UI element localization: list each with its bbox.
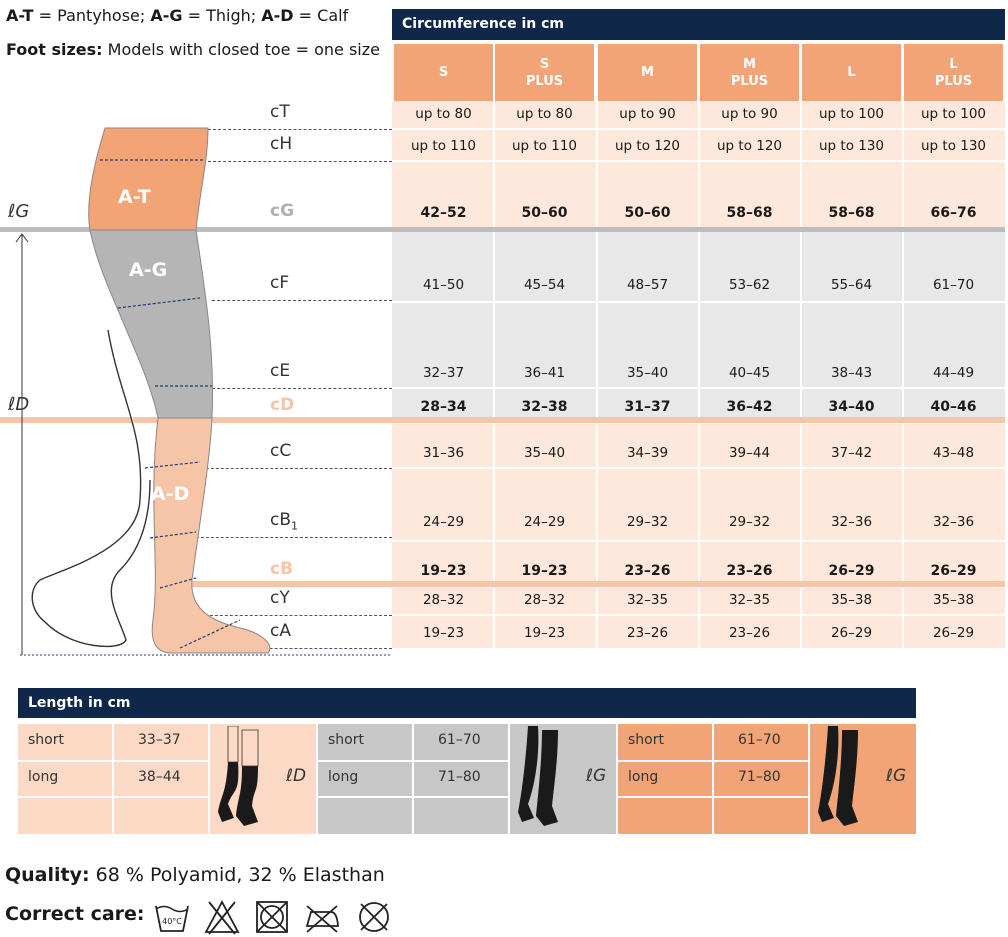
table-cell: 58–68 bbox=[828, 205, 875, 221]
table-cell: 43–48 bbox=[932, 445, 975, 461]
no-tumble-dry-icon bbox=[253, 898, 291, 936]
table-cell: 35–38 bbox=[932, 592, 975, 608]
wash-temp-text: 40°C bbox=[162, 917, 182, 926]
row-separator bbox=[392, 467, 1005, 469]
legend-text-ag: = Thigh; bbox=[182, 6, 262, 25]
zone-ad-label: A-D bbox=[151, 483, 190, 505]
table-cell: 28–34 bbox=[420, 399, 467, 415]
table-cell: 28–32 bbox=[523, 592, 566, 608]
length-long-label: long bbox=[628, 769, 659, 785]
table-cell: 40–45 bbox=[728, 365, 771, 381]
table-cell: 28–32 bbox=[422, 592, 465, 608]
circumference-title: Circumference in cm bbox=[402, 16, 564, 32]
table-cell: 19–23 bbox=[422, 625, 465, 641]
table-cell: 26–29 bbox=[828, 563, 875, 579]
table-cell: up to 130 bbox=[920, 138, 987, 154]
length-short-label: short bbox=[628, 732, 664, 748]
row-separator bbox=[392, 540, 1005, 542]
foot-sizes-text: Models with closed toe = one size bbox=[102, 40, 380, 59]
length-pictogram-label: ℓD bbox=[286, 766, 307, 786]
table-cell: 23–26 bbox=[624, 563, 671, 579]
column-separator bbox=[596, 44, 598, 648]
table-cell: 50–60 bbox=[521, 205, 568, 221]
zone-at-label: A-T bbox=[118, 186, 151, 208]
length-grid-line bbox=[18, 760, 210, 762]
length-group bbox=[618, 724, 916, 834]
measurement-name: cB bbox=[270, 510, 292, 530]
table-cell: up to 110 bbox=[410, 138, 477, 154]
measurement-name: cF bbox=[270, 273, 290, 293]
length-title: Length in cm bbox=[28, 695, 131, 711]
table-cell: 32–38 bbox=[521, 399, 568, 415]
stocking-pictogram-icon bbox=[514, 726, 584, 832]
table-cell: 58–68 bbox=[726, 205, 773, 221]
length-grid-line bbox=[318, 760, 510, 762]
length-grid-line bbox=[318, 796, 510, 798]
length-header bbox=[18, 688, 916, 718]
row-separator bbox=[392, 387, 1005, 389]
size-header bbox=[802, 44, 901, 101]
size-header bbox=[394, 44, 493, 101]
measurement-name: cB bbox=[270, 559, 294, 579]
table-cell: 24–29 bbox=[523, 514, 566, 530]
measurement-name: cY bbox=[270, 588, 290, 608]
size-plus: PLUS bbox=[525, 73, 564, 89]
table-cell: 19–23 bbox=[420, 563, 467, 579]
legend-zones bbox=[6, 6, 348, 25]
table-cell: up to 80 bbox=[516, 106, 573, 122]
length-grid-line bbox=[618, 760, 810, 762]
length-short-value: 61–70 bbox=[738, 732, 781, 748]
row-separator bbox=[392, 128, 1005, 130]
quality-line bbox=[5, 864, 385, 886]
table-cell: 53–62 bbox=[728, 277, 771, 293]
column-separator bbox=[902, 44, 904, 648]
column-separator bbox=[493, 44, 495, 648]
table-cell: 26–29 bbox=[830, 625, 873, 641]
table-cell: 32–37 bbox=[422, 365, 465, 381]
size-name: M bbox=[743, 56, 756, 72]
quality-text: 68 % Polyamid, 32 % Elasthan bbox=[89, 864, 385, 886]
table-cell: up to 90 bbox=[721, 106, 778, 122]
length-short-label: short bbox=[328, 732, 364, 748]
table-cell: 31–37 bbox=[624, 399, 671, 415]
table-cell: up to 130 bbox=[818, 138, 885, 154]
length-short-value: 33–37 bbox=[138, 732, 181, 748]
length-group bbox=[18, 724, 316, 834]
table-cell: 55–64 bbox=[830, 277, 873, 293]
legend-key-ad: A-D bbox=[261, 6, 294, 25]
length-short-value: 61–70 bbox=[438, 732, 481, 748]
length-long-value: 71–80 bbox=[438, 769, 481, 785]
table-cell: 31–36 bbox=[422, 445, 465, 461]
length-grid-line bbox=[618, 796, 810, 798]
row-separator bbox=[392, 160, 1005, 162]
length-grid-line bbox=[412, 724, 414, 834]
zone-ag-label: A-G bbox=[129, 259, 168, 281]
table-cell: 24–29 bbox=[422, 514, 465, 530]
table-cell: 26–29 bbox=[932, 625, 975, 641]
length-long-label: long bbox=[328, 769, 359, 785]
table-cell: up to 110 bbox=[511, 138, 578, 154]
size-name: S bbox=[539, 56, 550, 72]
quality-label: Quality: bbox=[5, 864, 90, 886]
table-cell: 32–35 bbox=[728, 592, 771, 608]
measurement-name: cE bbox=[270, 361, 291, 381]
length-short-label: short bbox=[28, 732, 64, 748]
measurement-name: cH bbox=[270, 134, 293, 154]
wash-40-icon bbox=[153, 898, 191, 936]
length-grid-line bbox=[508, 724, 510, 834]
measurement-name: cD bbox=[270, 395, 295, 415]
table-cell: 45–54 bbox=[523, 277, 566, 293]
table-cell: 19–23 bbox=[521, 563, 568, 579]
table-cell: 34–39 bbox=[626, 445, 669, 461]
table-cell: up to 120 bbox=[716, 138, 783, 154]
table-cell: 44–49 bbox=[932, 365, 975, 381]
care-label: Correct care: bbox=[5, 903, 145, 925]
measurement-name: cT bbox=[270, 102, 290, 122]
length-grid-line bbox=[112, 724, 114, 834]
table-cell: 34–40 bbox=[828, 399, 875, 415]
table-cell: 23–26 bbox=[626, 625, 669, 641]
stocking-pictogram-icon bbox=[814, 726, 884, 832]
row-separator bbox=[392, 614, 1005, 616]
table-cell: 38–43 bbox=[830, 365, 873, 381]
size-header bbox=[700, 44, 799, 101]
length-pictogram-label: ℓG bbox=[886, 766, 907, 786]
measurement-name: cA bbox=[270, 621, 291, 641]
table-cell: up to 90 bbox=[619, 106, 676, 122]
table-cell: 61–70 bbox=[932, 277, 975, 293]
column-separator bbox=[698, 44, 700, 648]
size-name: L bbox=[949, 56, 958, 72]
foot-sizes-key: Foot sizes: bbox=[6, 40, 103, 59]
table-cell: up to 100 bbox=[920, 106, 987, 122]
size-name: M bbox=[641, 65, 654, 80]
table-cell: 39–44 bbox=[728, 445, 771, 461]
no-ironing-icon bbox=[303, 898, 341, 936]
stocking-pictogram-icon bbox=[214, 726, 284, 832]
table-cell: 50–60 bbox=[624, 205, 671, 221]
table-cell: 29–32 bbox=[728, 514, 771, 530]
length-long-value: 38–44 bbox=[138, 769, 181, 785]
table-cell: 23–26 bbox=[726, 563, 773, 579]
table-cell: 19–23 bbox=[523, 625, 566, 641]
legend-text-ad: = Calf bbox=[293, 6, 349, 25]
legend-key-at: A-T bbox=[6, 6, 34, 25]
length-long-label: long bbox=[28, 769, 59, 785]
measurement-name: cC bbox=[270, 441, 292, 461]
table-cell: 42–52 bbox=[420, 205, 467, 221]
measurement-subscript: 1 bbox=[291, 519, 299, 533]
size-header bbox=[598, 44, 697, 101]
table-cell: 48–57 bbox=[626, 277, 669, 293]
size-plus: PLUS bbox=[730, 73, 769, 89]
length-long-value: 71–80 bbox=[738, 769, 781, 785]
back-leg-outline bbox=[32, 330, 150, 646]
no-dry-clean-icon bbox=[355, 898, 393, 936]
size-header bbox=[495, 44, 594, 101]
size-name: L bbox=[847, 65, 856, 80]
table-cell: 37–42 bbox=[830, 445, 873, 461]
table-cell: 29–32 bbox=[626, 514, 669, 530]
length-group bbox=[318, 724, 616, 834]
legend-text-at: = Pantyhose; bbox=[33, 6, 151, 25]
table-cell: 40–46 bbox=[930, 399, 977, 415]
length-grid-line bbox=[18, 796, 210, 798]
table-cell: 32–36 bbox=[830, 514, 873, 530]
table-cell: 23–26 bbox=[728, 625, 771, 641]
no-bleach-icon bbox=[203, 898, 241, 936]
column-separator bbox=[800, 44, 802, 648]
table-cell: up to 120 bbox=[614, 138, 681, 154]
table-cell: 41–50 bbox=[422, 277, 465, 293]
size-name: S bbox=[438, 65, 449, 80]
row-separator bbox=[392, 301, 1005, 303]
length-d-marker: ℓD bbox=[8, 394, 30, 415]
table-cell: 35–38 bbox=[830, 592, 873, 608]
table-cell: 35–40 bbox=[626, 365, 669, 381]
table-cell: 66–76 bbox=[930, 205, 977, 221]
table-cell: 36–42 bbox=[726, 399, 773, 415]
size-plus: PLUS bbox=[934, 73, 973, 89]
length-grid-line bbox=[712, 724, 714, 834]
zone-pantyhose-shape bbox=[89, 128, 208, 230]
table-cell: 36–41 bbox=[523, 365, 566, 381]
table-cell: 32–35 bbox=[626, 592, 669, 608]
length-grid-line bbox=[208, 724, 210, 834]
length-grid-line bbox=[808, 724, 810, 834]
size-header bbox=[904, 44, 1003, 101]
leg-diagram bbox=[0, 100, 392, 660]
measurement-name: cG bbox=[270, 201, 295, 221]
table-cell: up to 80 bbox=[415, 106, 472, 122]
length-g-marker: ℓG bbox=[8, 201, 30, 222]
length-pictogram-label: ℓG bbox=[586, 766, 607, 786]
circumference-header bbox=[392, 9, 1005, 40]
table-cell: up to 100 bbox=[818, 106, 885, 122]
zone-calf-shape bbox=[152, 418, 270, 653]
legend-foot-sizes bbox=[6, 40, 380, 59]
table-cell: 35–40 bbox=[523, 445, 566, 461]
table-cell: 26–29 bbox=[930, 563, 977, 579]
legend-key-ag: A-G bbox=[150, 6, 183, 25]
table-cell: 32–36 bbox=[932, 514, 975, 530]
